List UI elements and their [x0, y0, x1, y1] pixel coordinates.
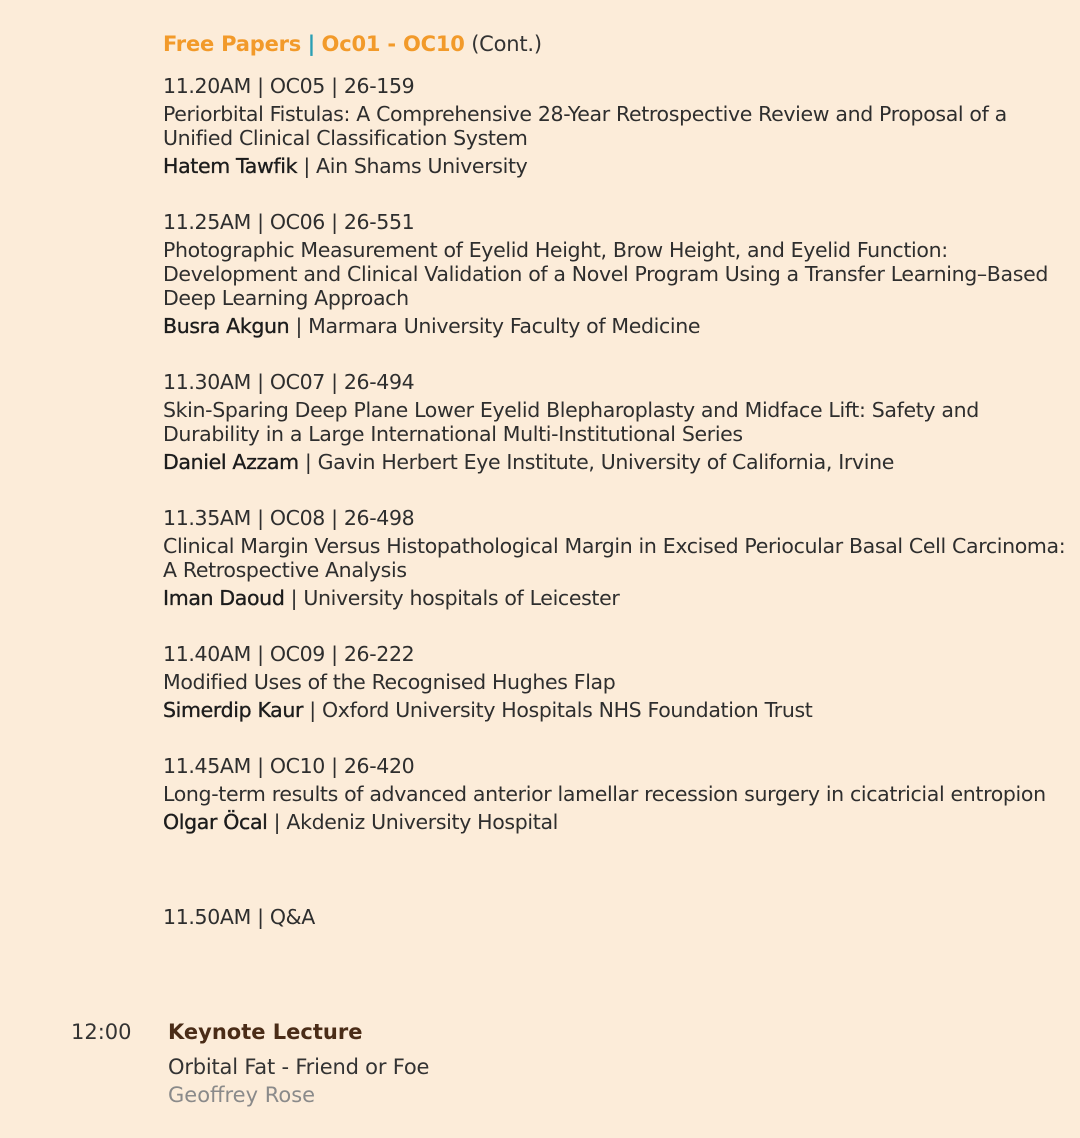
- talk-affiliation: | University hospitals of Leicester: [284, 586, 620, 610]
- talk-item: [163, 370, 1068, 474]
- talk-speaker: Iman Daoud: [163, 586, 285, 610]
- section-label: Free Papers: [163, 32, 302, 56]
- talk-speaker-line: [163, 810, 1068, 834]
- talk-speaker: Hatem Tawfik: [163, 154, 298, 178]
- talk-meta: 11.30AM | OC07 | 26-494: [163, 370, 415, 394]
- talk-speaker: Simerdip Kaur: [163, 698, 304, 722]
- talk-meta: 11.40AM | OC09 | 26-222: [163, 642, 415, 666]
- talk-speaker-line: [163, 450, 1068, 474]
- talk-affiliation: | Gavin Herbert Eye Institute, University of California, Irvine: [298, 450, 895, 474]
- keynote-speaker: Geoffrey Rose: [168, 1083, 316, 1107]
- talk-title: Skin-Sparing Deep Plane Lower Eyelid Blepharoplasty and Midface Lift: Safety and Durability in a Large International Multi-Institutional Series: [163, 398, 979, 446]
- talk-speaker-line: [163, 314, 1068, 338]
- talk-affiliation: | Ain Shams University: [297, 154, 528, 178]
- talk-affiliation: | Oxford University Hospitals NHS Foundation Trust: [303, 698, 813, 722]
- section-range: Oc01 - OC10: [321, 32, 465, 56]
- talk-meta: 11.35AM | OC08 | 26-498: [163, 506, 415, 530]
- talk-item: [163, 642, 1068, 722]
- section-title: [163, 30, 542, 58]
- talk-list: [163, 74, 1068, 834]
- talk-meta: 11.25AM | OC06 | 26-551: [163, 210, 415, 234]
- talk-affiliation: | Marmara University Faculty of Medicine: [289, 314, 701, 338]
- section-cont: (Cont.): [471, 32, 542, 56]
- talk-item: [163, 754, 1068, 834]
- keynote-time: 12:00: [71, 1020, 132, 1044]
- keynote-title: Orbital Fat - Friend or Foe: [168, 1055, 430, 1079]
- talk-title: Modified Uses of the Recognised Hughes Flap: [163, 670, 616, 694]
- talk-meta: 11.20AM | OC05 | 26-159: [163, 74, 415, 98]
- talk-title: Periorbital Fistulas: A Comprehensive 28-Year Retrospective Review and Proposal of a Unified Clinical Classification System: [163, 102, 1007, 150]
- talk-meta: 11.45AM | OC10 | 26-420: [163, 754, 415, 778]
- keynote-label: Keynote Lecture: [168, 1020, 363, 1044]
- talk-affiliation: | Akdeniz University Hospital: [267, 810, 559, 834]
- talk-speaker-line: [163, 586, 1068, 610]
- talk-title: Long-term results of advanced anterior lamellar recession surgery in cicatricial entropion: [163, 782, 1046, 806]
- talk-item: [163, 506, 1068, 610]
- talk-speaker: Daniel Azzam: [163, 450, 299, 474]
- talk-title: Photographic Measurement of Eyelid Height, Brow Height, and Eyelid Function: Development and Clinical Validation of a Novel Program Using a Transfer Learning–Based Deep Learning Approach: [163, 238, 1048, 310]
- talk-title: Clinical Margin Versus Histopathological Margin in Excised Periocular Basal Cell Carcinoma: A Retrospective Analysis: [163, 534, 1066, 582]
- talk-speaker: Olgar Öcal: [163, 810, 268, 834]
- talk-speaker-line: [163, 154, 1068, 178]
- talk-item: [163, 210, 1068, 338]
- qa-slot: 11.50AM | Q&A: [163, 905, 315, 929]
- talk-speaker-line: [163, 698, 1068, 722]
- talk-speaker: Busra Akgun: [163, 314, 290, 338]
- section-separator: |: [307, 32, 316, 56]
- talk-item: [163, 74, 1068, 178]
